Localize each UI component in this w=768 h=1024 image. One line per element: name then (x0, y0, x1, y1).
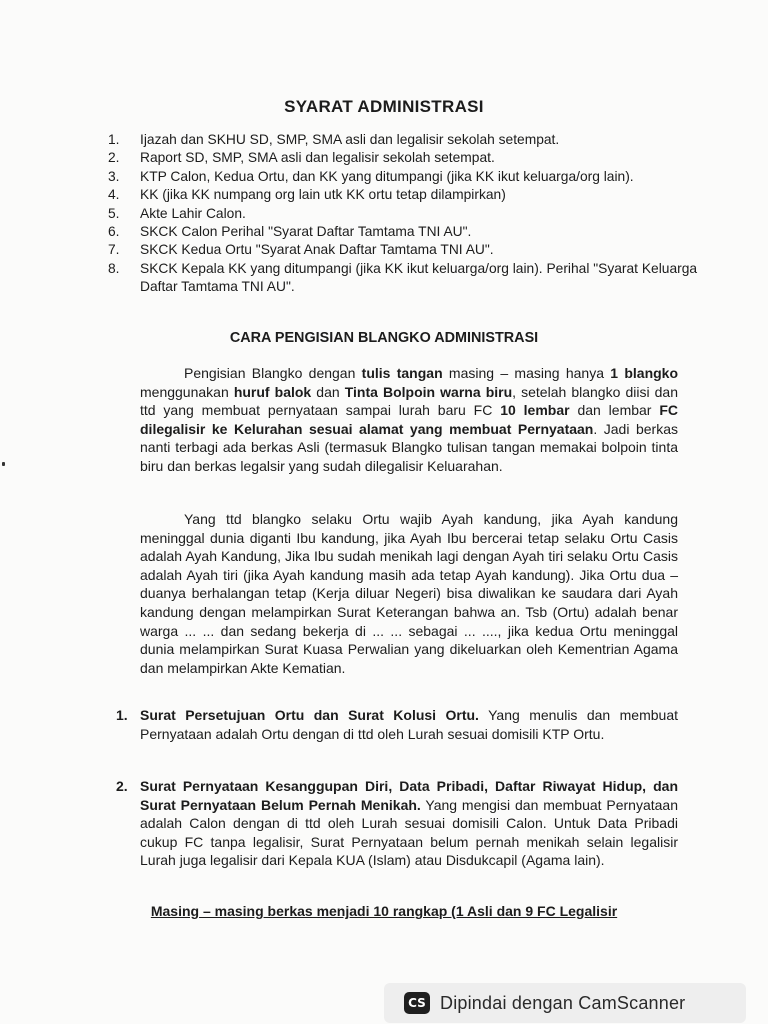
camscanner-watermark (384, 983, 746, 1023)
list-item: 7. SKCK Kedua Ortu "Syarat Anak Daftar Tamtama TNI AU". (108, 242, 494, 258)
camscanner-logo-icon: CS (404, 992, 430, 1014)
watermark-text: Dipindai dengan CamScanner (440, 992, 686, 1013)
scan-speck (2, 462, 5, 466)
document-title: SYARAT ADMINISTRASI (284, 97, 484, 116)
list-item: 6. SKCK Calon Perihal "Syarat Daftar Tamtama TNI AU". (108, 224, 472, 240)
paragraph-guardian: Yang ttd blangko selaku Ortu wajib Ayah kandung, jika Ayah kandung meninggal dunia diganti Ibu kandung, jika Ayah Ibu bercerai tetap selaku Ortu Casis adalah Ayah Kandung, Jika Ibu sudah menikah lagi dengan Ayah tiri selaku Ortu Casis adalah Ayah tiri (jika Ayah kandung masih ada tetap Ayah kandung). Jika Ortu dua – duanya berhalangan tetap (Kerja diluar Negeri) bisa diwalikan ke saudara dari Ayah kandung dengan melampirkan Surat Keterangan bahwa an. Tsb (Ortu) adalah benar warga ... ... dan sedang bekerja di ... ... sebagai ... ...., jika kedua Ortu meninggal dunia melampirkan Surat Kuasa Perwalian yang dikeluarkan oleh Kementrian Agama dan melampirkan Akte Kematian. (140, 511, 678, 676)
numbered-item-consent: 1. Surat Persetujuan Ortu dan Surat Kolusi Ortu. Yang menulis dan membuat Pernyataan adalah Ortu dengan di ttd oleh Lurah sesuai domisili KTP Ortu. (116, 707, 679, 742)
paragraph-instructions: Pengisian Blangko dengan tulis tangan masing – masing hanya 1 blangko menggunakan huruf balok dan Tinta Bolpoin warna biru, setelah blangko diisi dan ttd yang membuat pernyataan sampai lurah baru FC 10 lembar dan lembar FC dilegalisir ke Kelurahan sesuai alamat yang membuat Pernyataan. Jadi berkas nanti terbagi ada berkas Asli (termasuk Blangko tulisan tangan memakai bolpoin tinta biru dan berkas legalsir yang sudah dilegalisir Keluarahan. (140, 365, 679, 474)
footer-note: Masing – masing berkas menjadi 10 rangkap (1 Asli dan 9 FC Legalisir (150, 903, 618, 919)
numbered-item-statement: 2. Surat Pernyataan Kesanggupan Diri, Data Pribadi, Daftar Riwayat Hidup, dan Surat Pernyataan Belum Pernah Menikah. Yang mengisi dan membuat Pernyataan adalah Calon dengan di ttd oleh Lurah sesuai domisili Calon. Untuk Data Pribadi cukup FC tanpa legalisir, Surat Pernyataan belum pernah menikah selain legalisir Lurah juga legalisir dari Kepala KUA (Islam) atau Disdukcapil (Agama lain). (116, 778, 679, 869)
section-subtitle: CARA PENGISIAN BLANGKO ADMINISTRASI (229, 330, 539, 346)
list-item: 8. SKCK Kepala KK yang ditumpangi (jika KK ikut keluarga/org lain). Perihal "Syarat Keluarga Daftar Tamtama TNI AU". (108, 260, 698, 295)
list-item: 4. KK (jika KK numpang org lain utk KK ortu tetap dilampirkan) (108, 187, 506, 203)
requirements-list (108, 131, 698, 297)
list-item: 1. Ijazah dan SKHU SD, SMP, SMA asli dan legalisir sekolah setempat. (108, 132, 560, 147)
list-item: 5. Akte Lahir Calon. (108, 205, 246, 221)
list-item: 2. Raport SD, SMP, SMA asli dan legalisir sekolah setempat. (108, 150, 495, 166)
list-item: 3. KTP Calon, Kedua Ortu, dan KK yang ditumpangi (jika KK ikut keluarga/org lain). (108, 168, 634, 184)
